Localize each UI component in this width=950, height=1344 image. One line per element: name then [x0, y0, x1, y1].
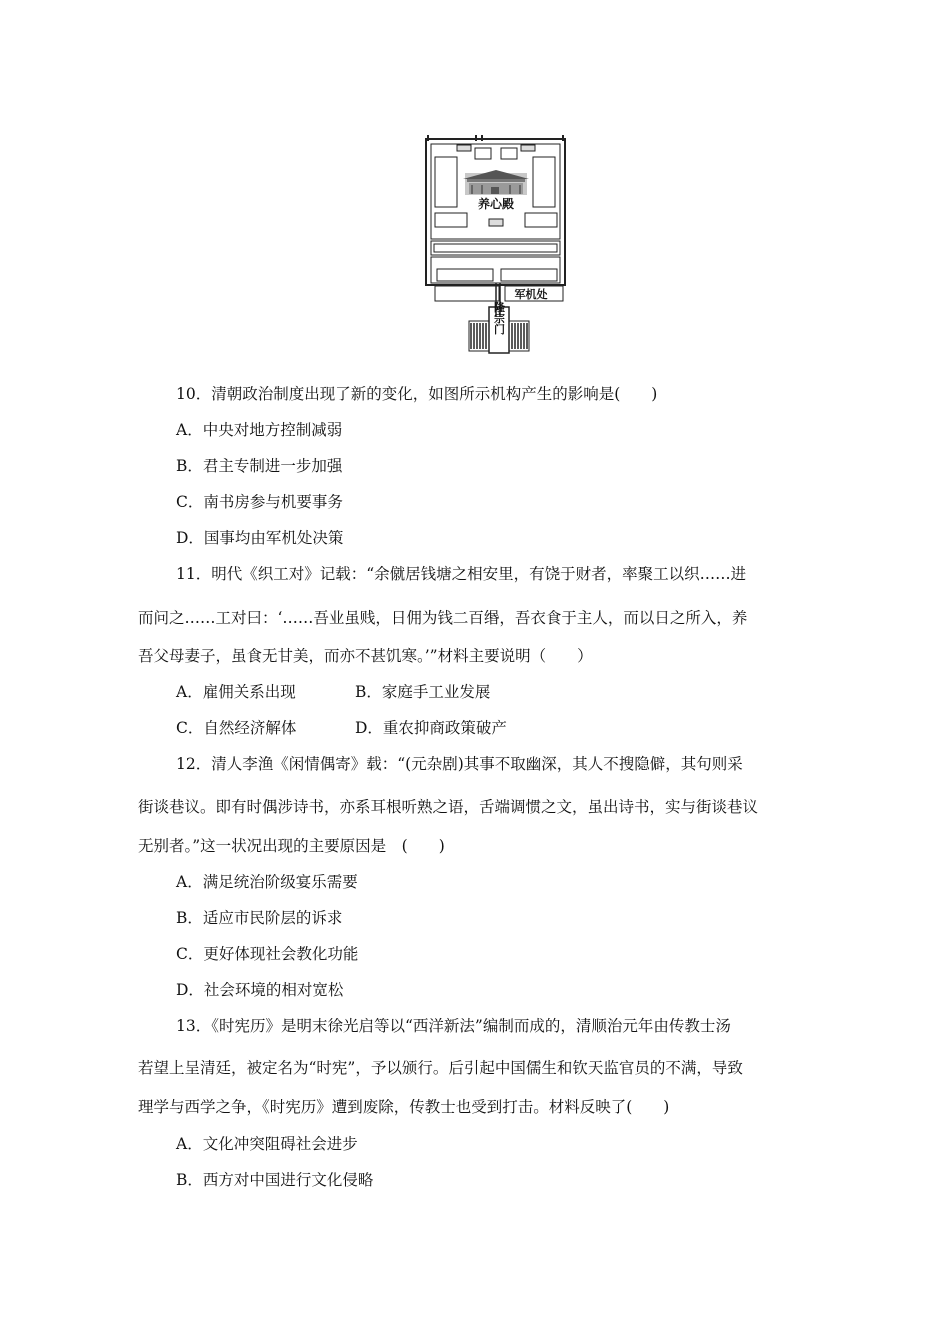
question-12-stem-line-1: 12．清人李渔《闲情偶寄》载：“(元杂剧)其事不取幽深，其人不搜隐僻，其句则采 — [176, 755, 743, 773]
question-12-option-d[interactable]: D．社会环境的相对宽松 — [176, 981, 344, 999]
question-13-option-a[interactable]: A．文化冲突阻碍社会进步 — [176, 1135, 358, 1153]
question-12-stem-line-2: 街谈巷议。即有时偶涉诗书，亦系耳根听熟之语，舌端调惯之文，虽出诗书，实与街谈巷议 — [138, 798, 759, 816]
question-11-option-d[interactable]: D．重农抑商政策破产 — [355, 719, 507, 737]
hall-picture — [463, 170, 529, 195]
question-13-option-b[interactable]: B．西方对中国进行文化侵略 — [176, 1171, 374, 1189]
question-13-stem-line-1: 13．《时宪历》是明末徐光启等以“西洋新法”编制而成的，清顺治元年由传教士汤 — [176, 1017, 731, 1035]
question-12-option-c[interactable]: C．更好体现社会教化功能 — [176, 945, 359, 963]
question-11-option-b[interactable]: B．家庭手工业发展 — [355, 683, 491, 701]
question-10-option-d[interactable]: D．国事均由军机处决策 — [176, 529, 344, 547]
question-12-option-a[interactable]: A．满足统治阶级宴乐需要 — [176, 873, 358, 891]
palace-outer-wall — [426, 139, 565, 285]
question-10-option-a[interactable]: A．中央对地方控制减弱 — [176, 421, 343, 439]
question-11-option-c[interactable]: C．自然经济解体 — [176, 719, 297, 737]
question-11-option-a[interactable]: A．雇佣关系出现 — [176, 683, 296, 701]
question-10-option-b[interactable]: B．君主专制进一步加强 — [176, 457, 343, 475]
question-13-stem-line-2: 若望上呈清廷，被定名为“时宪”，予以颁行。后引起中国儒生和钦天监官员的不满，导致 — [138, 1059, 743, 1077]
question-11-stem-line-2: 而问之……工对曰：‘……吾业虽贱，日佣为钱二百缗，吾衣食于主人，而以日之所入，养 — [138, 609, 748, 627]
gate-label: 隆宗门 — [492, 301, 506, 335]
question-12-stem-line-3: 无别者。”这一状况出现的主要原因是 ( ) — [138, 837, 445, 855]
question-11-stem-line-3: 吾父母妻子，虽食无甘美，而亦不甚饥寒。’”材料主要说明（ ） — [138, 647, 593, 665]
question-12-option-b[interactable]: B．适应市民阶层的诉求 — [176, 909, 343, 927]
palace-layout-diagram — [425, 135, 570, 357]
hall-label: 养心殿 — [477, 197, 515, 211]
question-13-stem-line-3: 理学与西学之争，《时宪历》遭到废除，传教士也受到打击。材料反映了( ) — [138, 1098, 670, 1116]
question-10-option-c[interactable]: C．南书房参与机要事务 — [176, 493, 343, 511]
office-label: 军机处 — [514, 288, 548, 301]
question-11-stem-line-1: 11．明代《织工对》记载：“余僦居钱塘之相安里，有饶于财者，率聚工以织……进 — [176, 565, 747, 583]
question-10-stem: 10．清朝政治制度出现了新的变化，如图所示机构产生的影响是( ) — [176, 385, 658, 403]
